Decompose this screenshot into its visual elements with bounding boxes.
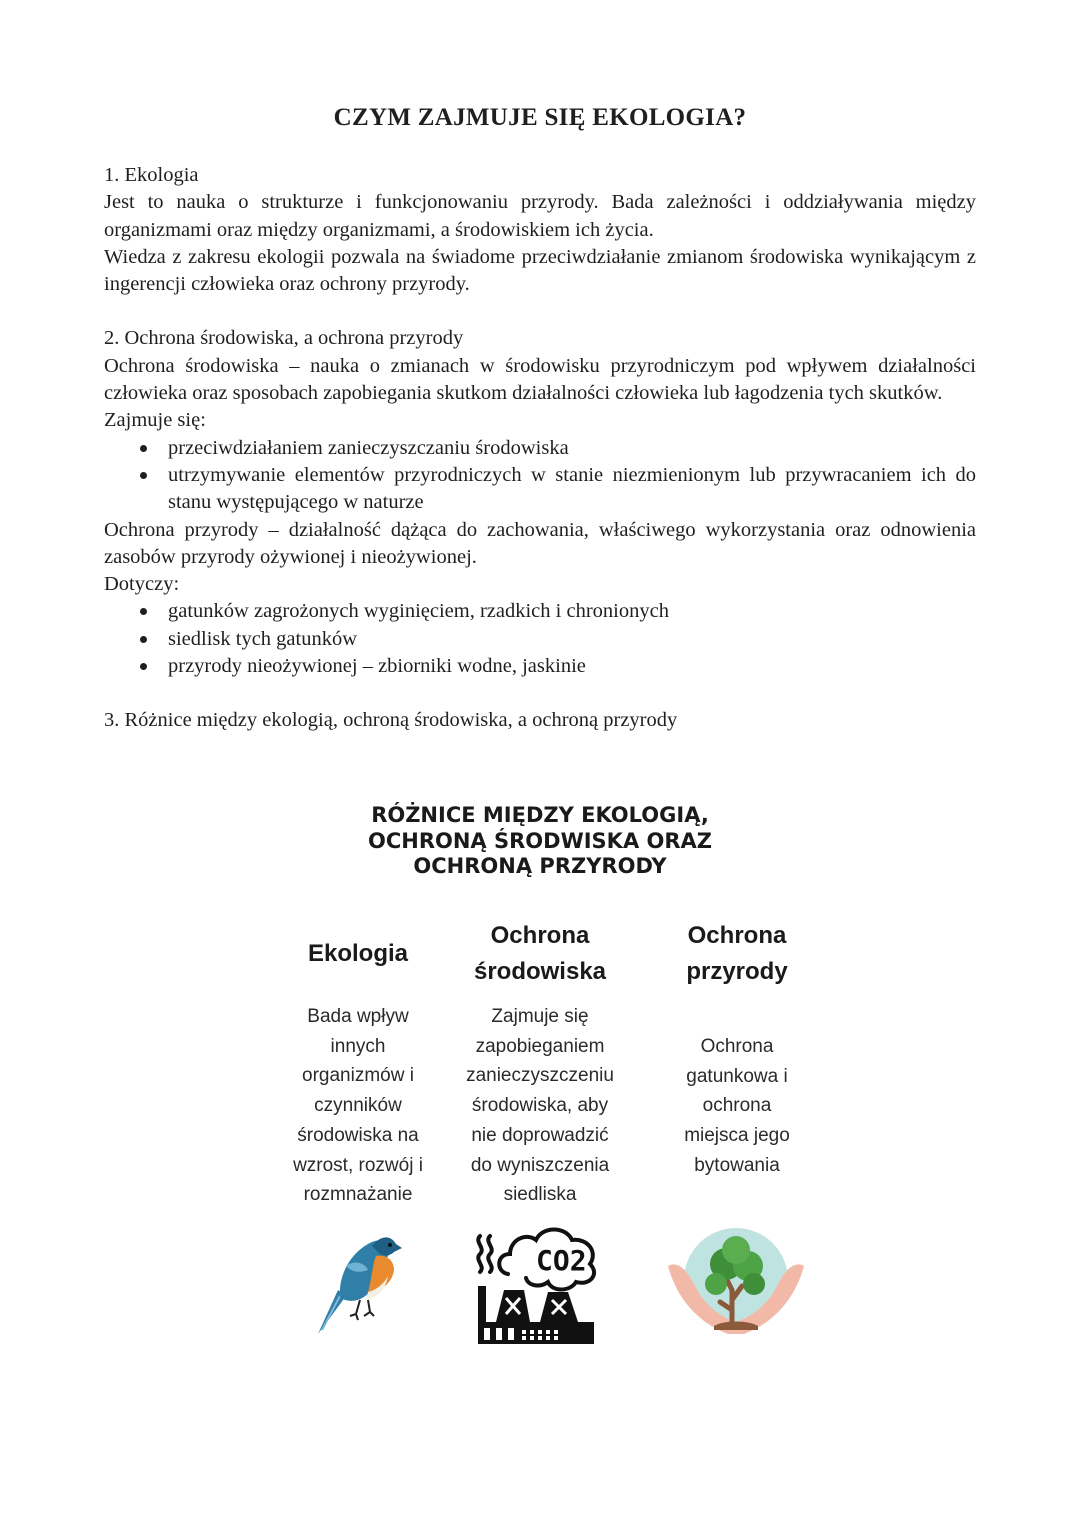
column-ochrona-srodowiska xyxy=(450,918,630,1210)
section-1-paragraph-2: Wiedza z zakresu ekologii pozwala na świadome przeciwdziałanie zmianom środowiska wynikającym z ingerencji człowieka oraz ochrony przyrody. xyxy=(104,245,976,296)
column-heading-line: przyrody xyxy=(686,958,788,985)
column-ekologia xyxy=(268,918,448,1210)
text-line: innych xyxy=(330,1035,386,1057)
text-line: zanieczyszczeniu xyxy=(466,1065,614,1087)
column-heading xyxy=(268,918,448,990)
section-2-paragraph-1: Ochrona środowiska – nauka o zmianach w środowisku przyrodniczym pod wpływem działalności człowieka oraz sposobach zapobiegania skutkom działalności człowieka lub łagodzenia tych skutków. xyxy=(104,354,976,405)
co2-label: CO2 xyxy=(536,1244,587,1277)
list-item: gatunków zagrożonych wyginięciem, rzadkich i chronionych xyxy=(168,598,976,625)
text-line: środowiska na xyxy=(297,1124,419,1146)
section-3-heading: 3. Różnice między ekologią, ochroną środowiska, a ochroną przyrody xyxy=(104,709,678,732)
text-line: organizmów i xyxy=(302,1065,414,1087)
section-2-intro-2: Dotyczy: xyxy=(104,573,180,596)
section-1-heading: 1. Ekologia xyxy=(104,164,199,186)
text-line: do wyniszczenia xyxy=(470,1154,610,1176)
column-description xyxy=(268,1002,448,1210)
bird-icon xyxy=(310,1226,406,1338)
column-heading-line: Ochrona xyxy=(490,922,590,949)
list-item: siedlisk tych gatunków xyxy=(168,626,976,653)
text-line: środowiska, aby xyxy=(471,1095,609,1117)
text-line: czynników xyxy=(314,1095,402,1117)
bullet-list-2 xyxy=(104,598,976,680)
list-item: przyrody nieożywionej – zbiorniki wodne, jaskinie xyxy=(168,653,976,680)
factory-co2-icon xyxy=(470,1214,606,1346)
list-item: przeciwdziałaniem zanieczyszczaniu środowiska xyxy=(168,435,976,462)
bullet-list-1 xyxy=(104,435,976,517)
text-line: rozmnażanie xyxy=(303,1184,413,1206)
column-ochrona-przyrody xyxy=(647,918,827,1181)
text-line: Ochrona xyxy=(700,1036,774,1057)
hands-tree-icon xyxy=(666,1226,806,1338)
text-line: ochrona xyxy=(702,1095,772,1117)
infographic-title xyxy=(0,803,1080,880)
list-item: utrzymywanie elementów przyrodniczych w stanie niezmienionym lub przywracaniem ich do stanu występującego w naturze xyxy=(168,462,976,517)
text-line: miejsca jego xyxy=(684,1125,790,1147)
column-heading xyxy=(647,918,827,990)
column-description xyxy=(647,1032,827,1181)
text-line: siedliska xyxy=(503,1184,577,1206)
text-line: wzrost, rozwój i xyxy=(293,1154,423,1176)
text-line: Bada wpływ xyxy=(307,1006,409,1027)
page-title: CZYM ZAJMUJE SIĘ EKOLOGIA? xyxy=(333,104,747,131)
section-2-paragraph-2: Ochrona przyrody – działalność dążąca do zachowania, właściwego wykorzystania oraz odnowienia zasobów przyrody ożywionej i nieożywionej. xyxy=(104,518,976,568)
column-heading xyxy=(450,918,630,990)
column-heading-line: Ekologia xyxy=(307,940,409,967)
text-line: bytowania xyxy=(694,1154,780,1176)
text-line: zapobieganiem xyxy=(475,1035,605,1057)
column-description xyxy=(450,1002,630,1210)
section-1-paragraph-1: Jest to nauka o strukturze i funkcjonowaniu przyrody. Bada zależności i oddziaływania między organizmami oraz między organizmami, a środowiskiem ich życia. xyxy=(104,191,976,241)
infographic-title-line: OCHRONĄ PRZYRODY xyxy=(413,854,667,878)
column-heading-line: Ochrona xyxy=(687,922,787,949)
text-line: gatunkowa i xyxy=(686,1065,788,1087)
text-line: nie doprowadzić xyxy=(471,1124,609,1146)
infographic-title-line: OCHRONĄ ŚRODWISKA ORAZ xyxy=(367,828,713,853)
section-2-intro-1: Zajmuje się: xyxy=(104,409,206,432)
document-body xyxy=(104,162,976,735)
infographic-title-line: RÓŻNICE MIĘDZY EKOLOGIĄ, xyxy=(371,803,709,827)
text-line: Zajmuje się xyxy=(491,1006,589,1027)
section-2-heading: 2. Ochrona środowiska, a ochrona przyrody xyxy=(104,327,464,350)
column-heading-line: środowiska xyxy=(473,958,607,985)
